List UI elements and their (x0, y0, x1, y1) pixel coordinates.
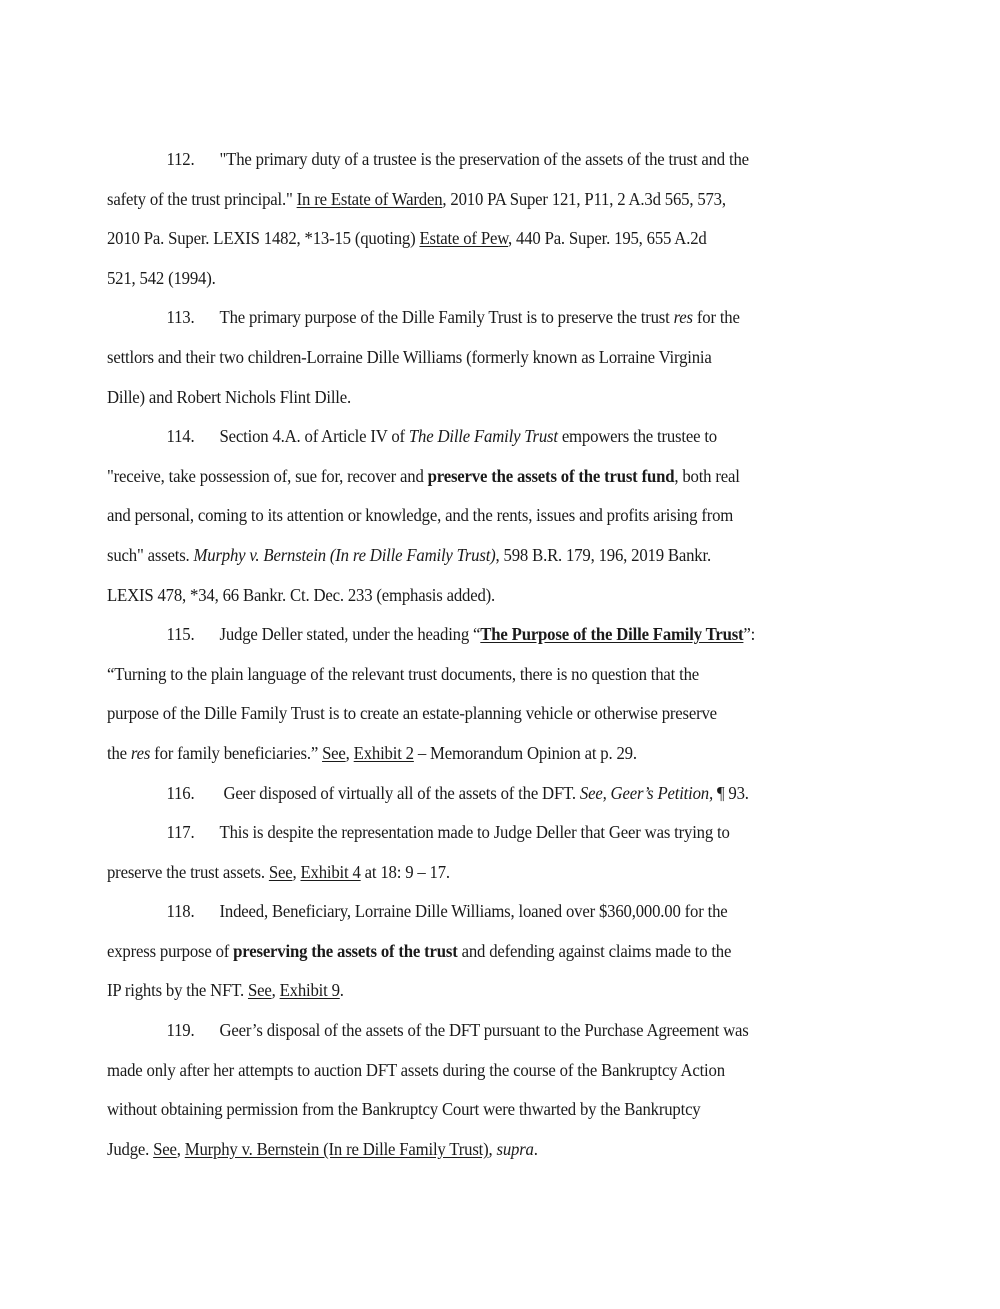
text-line (107, 417, 828, 457)
text-run: , (292, 861, 301, 882)
text-line (107, 655, 828, 695)
text-run: IP rights by the NFT. (107, 980, 248, 1001)
text-line (107, 615, 828, 655)
text-run: "The primary duty of a trustee is the preservation of the assets of the trust and the (219, 149, 749, 169)
text-line (107, 892, 828, 932)
italic-text: See, Geer’s Petition, (579, 782, 713, 803)
paragraph-number: 112. (166, 149, 195, 169)
text-run: for family beneficiaries.” (150, 742, 323, 763)
text-run: . (339, 980, 344, 1001)
paragraph-119 (107, 1011, 882, 1169)
text-run: purpose of the Dille Family Trust is to create an estate-planning vehicle or otherwise preserve (107, 703, 717, 724)
italic-text: res (130, 742, 151, 763)
text-line (107, 259, 828, 299)
paragraph-112 (107, 140, 882, 298)
text-line (107, 1090, 828, 1130)
text-run: . (533, 1138, 538, 1159)
text-line (107, 140, 828, 180)
text-run: – Memorandum Opinion at p. 29. (413, 742, 637, 763)
text-line (107, 813, 828, 853)
text-run: "receive, take possession of, sue for, recover and (107, 465, 428, 486)
text-line (107, 774, 828, 814)
text-run: Judge. (107, 1138, 154, 1159)
document-page (107, 140, 882, 1169)
text-line (107, 378, 828, 418)
text-run: settlors and their two children-Lorraine Dille Williams (formerly known as Lorraine Virginia (107, 346, 712, 367)
citation-link: Estate of Pew (419, 228, 509, 249)
text-run: for the (692, 307, 740, 328)
text-run: 521, 542 (1994). (107, 267, 216, 288)
citation-link: See (268, 861, 293, 882)
text-run: preserve the trust assets. (107, 861, 269, 882)
text-line (107, 1130, 828, 1170)
text-run: and defending against claims made to the (457, 940, 732, 961)
text-run: and personal, coming to its attention or knowledge, and the rents, issues and profits arising from (107, 505, 734, 526)
citation-link: In re Estate of Warden (296, 188, 443, 209)
text-run: ”: (743, 624, 756, 645)
citation-link: See (247, 980, 272, 1001)
citation-link: Exhibit 2 (353, 742, 414, 763)
paragraph-115 (107, 615, 882, 773)
italic-text: res (673, 307, 693, 328)
paragraph-number: 119. (166, 1020, 195, 1041)
text-run: ¶ 93. (712, 782, 749, 803)
text-line (107, 298, 828, 338)
paragraph-number: 118. (166, 901, 195, 922)
text-run: , (488, 1138, 497, 1159)
paragraph-number: 114. (166, 426, 195, 447)
paragraph-113 (107, 298, 882, 417)
italic-text: Murphy v. Bernstein (In re Dille Family Trust) (193, 544, 496, 565)
citation-link: See (153, 1138, 177, 1159)
italic-text: The Dille Family Trust (408, 426, 558, 447)
paragraph-114 (107, 417, 882, 615)
text-line (107, 180, 828, 220)
paragraph-number: 117. (166, 822, 195, 843)
paragraph-118 (107, 892, 882, 1011)
text-run: , 598 B.R. 179, 196, 2019 Bankr. (495, 544, 711, 565)
text-run: Dille) and Robert Nichols Flint Dille. (107, 386, 352, 407)
paragraph-number: 113. (166, 307, 195, 328)
text-run: such" assets. (107, 544, 194, 565)
text-run: at 18: 9 – 17. (360, 861, 450, 882)
text-run: , 2010 PA Super 121, P11, 2 A.3d 565, 573, (442, 188, 726, 209)
text-run: without obtaining permission from the Bankruptcy Court were thwarted by the Bankruptcy (107, 1099, 701, 1120)
text-run: , 440 Pa. Super. 195, 655 A.2d (508, 228, 707, 249)
text-run: Section 4.A. of Article IV of (219, 426, 409, 447)
text-line (107, 338, 828, 378)
text-run: express purpose of (107, 940, 234, 961)
paragraph-117 (107, 813, 882, 892)
paragraph-number: 115. (166, 624, 195, 645)
heading-quote: The Purpose of the Dille Family Trust (480, 624, 744, 645)
text-line (107, 576, 828, 616)
text-run: , (271, 980, 280, 1001)
text-run: , (345, 742, 354, 763)
text-line (107, 932, 828, 972)
text-line (107, 971, 828, 1011)
text-run: made only after her attempts to auction DFT assets during the course of the Bankruptcy Action (107, 1059, 725, 1080)
text-run: Geer disposed of virtually all of the assets of the DFT. (219, 782, 580, 803)
text-run: LEXIS 478, *34, 66 Bankr. Ct. Dec. 233 (emphasis added). (107, 584, 496, 605)
text-run: This is despite the representation made to Judge Deller that Geer was trying to (219, 822, 730, 843)
text-run: 2010 Pa. Super. LEXIS 1482, *13-15 (quoting) (107, 228, 420, 249)
text-run: The primary purpose of the Dille Family Trust is to preserve the trust (219, 307, 674, 328)
italic-text: supra (496, 1138, 534, 1159)
text-run: Judge Deller stated, under the heading “ (219, 624, 481, 645)
text-run: , both real (674, 465, 740, 486)
text-run: Geer’s disposal of the assets of the DFT pursuant to the Purchase Agreement was (219, 1020, 749, 1041)
emphasis-text: preserve the assets of the trust fund (427, 465, 675, 486)
text-run: the (107, 742, 131, 763)
text-run: “Turning to the plain language of the relevant trust documents, there is no question that the (107, 663, 700, 684)
paragraph-number: 116. (166, 782, 195, 803)
text-line (107, 1051, 828, 1091)
text-line (107, 219, 828, 259)
text-line (107, 1011, 828, 1051)
text-run: Indeed, Beneficiary, Lorraine Dille Williams, loaned over $360,000.00 for the (219, 901, 728, 922)
paragraph-116 (107, 774, 882, 814)
emphasis-text: preserving the assets of the trust (233, 940, 458, 961)
text-line (107, 853, 828, 893)
text-line (107, 536, 828, 576)
text-run: safety of the trust principal." (107, 188, 297, 209)
citation-link: Murphy v. Bernstein (In re Dille Family Trust) (184, 1138, 489, 1159)
citation-link: Exhibit 4 (300, 861, 361, 882)
text-line (107, 496, 828, 536)
citation-link: See (322, 742, 346, 763)
text-line (107, 457, 828, 497)
text-run: empowers the trustee to (557, 426, 717, 447)
citation-link: Exhibit 9 (279, 980, 340, 1001)
text-run: , (176, 1138, 185, 1159)
text-line (107, 734, 828, 774)
text-line (107, 694, 828, 734)
